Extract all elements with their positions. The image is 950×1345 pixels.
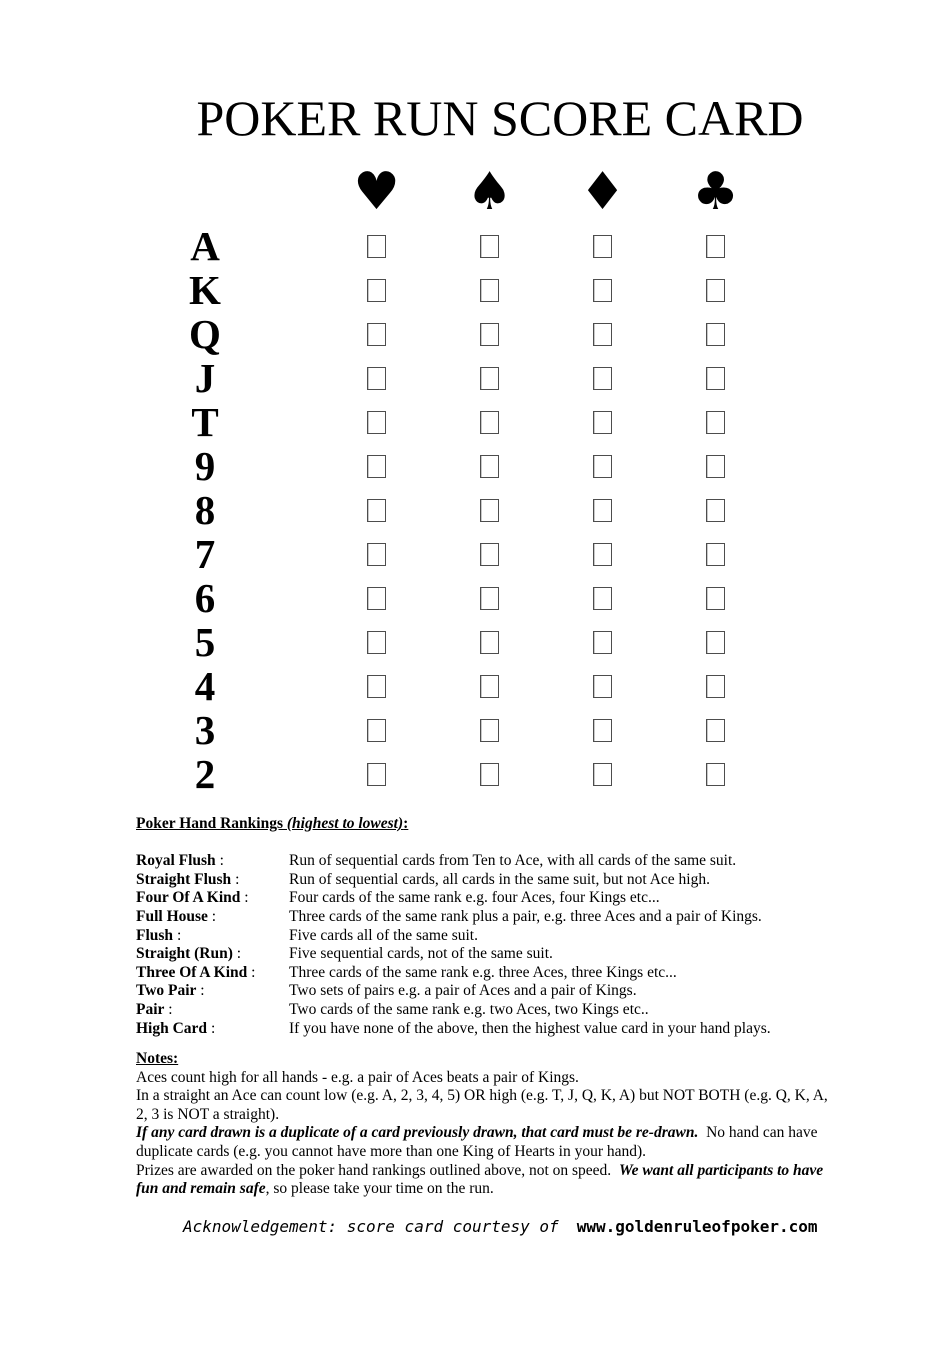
ranking-separator: : — [232, 945, 242, 963]
rankings-heading-main: Poker Hand Rankings — [136, 815, 284, 832]
rank-label-9: 9 — [194, 443, 216, 489]
ranking-description: Five sequential cards, not of the same suit. — [289, 945, 553, 963]
checkbox-2-hearts[interactable] — [367, 763, 386, 786]
note-line — [136, 1124, 896, 1143]
grid-cell — [659, 400, 772, 444]
grid-cell — [659, 532, 772, 576]
ranking-description: Four cards of the same rank e.g. four Aces, four Kings etc... — [289, 889, 660, 907]
grid-spacer — [262, 576, 320, 620]
grid-cell — [320, 532, 433, 576]
checkbox-4-clubs[interactable] — [706, 675, 725, 698]
ranking-separator: : — [231, 870, 240, 888]
ranking-row — [136, 1001, 866, 1020]
checkbox-8-hearts[interactable] — [367, 499, 386, 522]
checkbox-Q-diamonds[interactable] — [593, 323, 612, 346]
grid-cell — [659, 576, 772, 620]
ranking-description: Run of sequential cards from Ten to Ace, with all cards of the same suit. — [289, 852, 737, 870]
note-line — [136, 1180, 896, 1199]
grid-cell — [546, 664, 659, 708]
grid-cell — [320, 488, 433, 532]
grid-cell — [546, 400, 659, 444]
checkbox-J-hearts[interactable] — [367, 367, 386, 390]
suit-header-spades — [433, 160, 546, 224]
club-suit-icon: ♣ — [692, 162, 739, 222]
grid-cell — [433, 576, 546, 620]
checkbox-A-hearts[interactable] — [367, 235, 386, 258]
grid-spacer — [262, 620, 320, 664]
ranking-description: Three cards of the same rank e.g. three Aces, three Kings etc... — [289, 963, 677, 981]
rank-label-5: 5 — [194, 619, 216, 665]
grid-cell — [659, 708, 772, 752]
checkbox-Q-hearts[interactable] — [367, 323, 386, 346]
checkbox-J-diamonds[interactable] — [593, 367, 612, 390]
checkbox-6-spades[interactable] — [480, 587, 499, 610]
grid-cell — [433, 532, 546, 576]
ranking-name — [136, 945, 289, 964]
note-segment: If any card drawn is a duplicate of a card previously drawn, that card must be re-drawn. — [136, 1124, 699, 1142]
checkbox-5-hearts[interactable] — [367, 631, 386, 654]
rank-label-A: A — [190, 223, 220, 269]
grid-spacer — [262, 356, 320, 400]
checkbox-3-clubs[interactable] — [706, 719, 725, 742]
grid-cell — [659, 620, 772, 664]
rank-label-4: 4 — [194, 663, 216, 709]
grid-cell — [546, 752, 659, 796]
checkbox-7-spades[interactable] — [480, 543, 499, 566]
checkbox-9-diamonds[interactable] — [593, 455, 612, 478]
checkbox-7-clubs[interactable] — [706, 543, 725, 566]
checkbox-3-hearts[interactable] — [367, 719, 386, 742]
rank-label-6: 6 — [194, 575, 216, 621]
note-segment: Aces count high for all hands - e.g. a pair of Aces beats a pair of Kings. — [136, 1068, 579, 1086]
note-line — [136, 1106, 896, 1125]
ranking-name — [136, 908, 289, 927]
rankings-heading-emphasis: (highest to lowest) — [283, 815, 404, 832]
note-segment: , so please take your time on the run. — [265, 1180, 494, 1198]
ranking-separator: : — [207, 907, 217, 925]
ranking-description: Five cards all of the same suit. — [289, 926, 478, 944]
website-text: www.goldenruleofpoker.com — [576, 1217, 818, 1236]
grid-cell — [320, 576, 433, 620]
rankings-heading — [136, 815, 866, 834]
grid-cell — [659, 312, 772, 356]
suit-header-clubs — [659, 160, 772, 224]
checkbox-3-diamonds[interactable] — [593, 719, 612, 742]
rankings-section — [136, 815, 866, 1038]
grid-cell — [546, 268, 659, 312]
checkbox-T-hearts[interactable] — [367, 411, 386, 434]
ranking-name — [136, 852, 289, 871]
ranking-name-text: Two Pair — [136, 982, 197, 1000]
checkbox-A-clubs[interactable] — [706, 235, 725, 258]
rank-label-3: 3 — [194, 707, 216, 753]
checkbox-6-hearts[interactable] — [367, 587, 386, 610]
rank-label-Q: Q — [189, 311, 221, 357]
grid-cell — [546, 488, 659, 532]
ranking-row — [136, 871, 866, 890]
note-segment: 2, 3 is NOT a straight). — [136, 1105, 280, 1123]
diamond-suit-icon: ♦ — [579, 162, 626, 222]
ranking-name — [136, 1020, 289, 1039]
checkbox-6-clubs[interactable] — [706, 587, 725, 610]
page-title: POKER RUN SCORE CARD — [196, 90, 804, 146]
ranking-row — [136, 908, 866, 927]
checkbox-A-diamonds[interactable] — [593, 235, 612, 258]
grid-cell — [546, 356, 659, 400]
grid-cell — [433, 488, 546, 532]
ranking-name — [136, 964, 289, 983]
ranking-name-text: Four Of A Kind — [136, 889, 241, 907]
rank-label-K: K — [189, 267, 221, 313]
ranking-description: Three cards of the same rank plus a pair, e.g. three Aces and a pair of Kings. — [289, 907, 762, 925]
ranking-name-text: Flush — [136, 926, 174, 944]
ranking-name-text: Full House — [136, 907, 208, 925]
ranking-row — [136, 982, 866, 1001]
rank-label-8: 8 — [194, 487, 216, 533]
ranking-name-text: Straight Flush — [136, 870, 232, 888]
ranking-separator: : — [240, 889, 249, 907]
heart-suit-icon: ♥ — [353, 162, 400, 222]
ranking-description: If you have none of the above, then the highest value card in your hand plays. — [289, 1019, 771, 1037]
ranking-name-text: Pair — [136, 1000, 165, 1018]
grid-cell — [659, 268, 772, 312]
grid-cell — [546, 576, 659, 620]
grid-cell — [433, 312, 546, 356]
ranking-name-text: Straight (Run) — [136, 945, 233, 963]
ranking-name — [136, 982, 289, 1001]
note-line — [136, 1087, 896, 1106]
checkbox-3-spades[interactable] — [480, 719, 499, 742]
ranking-row — [136, 889, 866, 908]
grid-cell — [320, 620, 433, 664]
score-grid — [148, 160, 772, 796]
notes-section — [136, 1050, 896, 1199]
grid-cell — [433, 268, 546, 312]
grid-spacer — [262, 160, 320, 224]
note-segment: In a straight an Ace can count low (e.g. A, 2, 3, 4, 5) OR high (e.g. T, J, Q, K, A) but NOT BOTH (e.g. Q, K, A, — [136, 1087, 828, 1105]
grid-cell — [320, 708, 433, 752]
grid-cell — [546, 444, 659, 488]
grid-cell — [659, 444, 772, 488]
grid-spacer — [262, 400, 320, 444]
checkbox-4-hearts[interactable] — [367, 675, 386, 698]
note-segment: No hand can have — [698, 1124, 818, 1142]
ranking-separator: : — [215, 852, 224, 870]
grid-cell — [546, 620, 659, 664]
grid-cell — [659, 224, 772, 268]
grid-cell — [433, 708, 546, 752]
note-segment: duplicate cards (e.g. you cannot have more than one King of Hearts in your hand). — [136, 1142, 647, 1160]
grid-spacer — [262, 708, 320, 752]
ranking-name-text: Three Of A Kind — [136, 963, 248, 981]
checkbox-7-hearts[interactable] — [367, 543, 386, 566]
grid-cell — [546, 532, 659, 576]
note-line — [136, 1143, 896, 1162]
grid-cell — [320, 752, 433, 796]
grid-spacer — [262, 532, 320, 576]
checkbox-2-diamonds[interactable] — [593, 763, 612, 786]
checkbox-K-spades[interactable] — [480, 279, 499, 302]
grid-cell — [433, 664, 546, 708]
grid-cell — [433, 752, 546, 796]
suit-header-hearts — [320, 160, 433, 224]
note-segment: Prizes are awarded on the poker hand rankings outlined above, not on speed. — [136, 1161, 619, 1179]
grid-spacer — [262, 488, 320, 532]
grid-cell — [546, 224, 659, 268]
note-line — [136, 1069, 896, 1088]
ranking-name — [136, 927, 289, 946]
checkbox-T-diamonds[interactable] — [593, 411, 612, 434]
grid-cell — [433, 620, 546, 664]
grid-cell — [320, 444, 433, 488]
rank-label-7: 7 — [194, 531, 216, 577]
note-line — [136, 1162, 896, 1181]
rank-label-2: 2 — [194, 751, 216, 797]
checkbox-9-clubs[interactable] — [706, 455, 725, 478]
rankings-heading-suffix: : — [403, 815, 409, 832]
grid-spacer — [262, 312, 320, 356]
ranking-description: Run of sequential cards, all cards in the same suit, but not Ace high. — [289, 870, 710, 888]
checkbox-5-spades[interactable] — [480, 631, 499, 654]
ranking-separator: : — [247, 963, 256, 981]
checkbox-6-diamonds[interactable] — [593, 587, 612, 610]
grid-corner — [148, 160, 262, 224]
grid-spacer — [262, 752, 320, 796]
ranking-separator: : — [207, 1019, 216, 1037]
checkbox-K-diamonds[interactable] — [593, 279, 612, 302]
checkbox-8-diamonds[interactable] — [593, 499, 612, 522]
checkbox-T-clubs[interactable] — [706, 411, 725, 434]
grid-cell — [433, 444, 546, 488]
grid-spacer — [262, 268, 320, 312]
grid-cell — [433, 356, 546, 400]
rank-label-T: T — [191, 399, 219, 445]
ranking-name-text: High Card — [136, 1019, 208, 1037]
acknowledgement-text: Acknowledgement: score card courtesy of — [183, 1217, 559, 1236]
ranking-description: Two cards of the same rank e.g. two Aces, two Kings etc.. — [289, 1000, 649, 1018]
grid-cell — [320, 664, 433, 708]
ranking-row — [136, 852, 866, 871]
grid-spacer — [262, 224, 320, 268]
checkbox-K-hearts[interactable] — [367, 279, 386, 302]
grid-cell — [546, 708, 659, 752]
grid-spacer — [262, 444, 320, 488]
ranking-separator: : — [196, 982, 205, 1000]
spade-suit-icon: ♠ — [466, 162, 513, 222]
checkbox-J-clubs[interactable] — [706, 367, 725, 390]
checkbox-T-spades[interactable] — [480, 411, 499, 434]
grid-cell — [433, 400, 546, 444]
checkbox-4-spades[interactable] — [480, 675, 499, 698]
footer — [183, 1217, 818, 1237]
ranking-name-text: Royal Flush — [136, 852, 216, 870]
grid-cell — [659, 752, 772, 796]
grid-cell — [320, 312, 433, 356]
notes-lines — [136, 1069, 896, 1199]
grid-cell — [659, 488, 772, 532]
checkbox-A-spades[interactable] — [480, 235, 499, 258]
checkbox-5-diamonds[interactable] — [593, 631, 612, 654]
grid-cell — [659, 664, 772, 708]
ranking-row — [136, 964, 866, 983]
grid-cell — [433, 224, 546, 268]
ranking-separator: : — [173, 926, 182, 944]
ranking-name — [136, 889, 289, 908]
rankings-list — [136, 852, 866, 1038]
note-segment: fun and remain safe — [136, 1180, 266, 1198]
checkbox-2-clubs[interactable] — [706, 763, 725, 786]
ranking-separator: : — [164, 1000, 173, 1018]
checkbox-2-spades[interactable] — [480, 763, 499, 786]
grid-cell — [320, 400, 433, 444]
checkbox-K-clubs[interactable] — [706, 279, 725, 302]
grid-cell — [546, 312, 659, 356]
checkbox-4-diamonds[interactable] — [593, 675, 612, 698]
checkbox-8-clubs[interactable] — [706, 499, 725, 522]
ranking-row — [136, 1020, 866, 1039]
grid-cell — [320, 268, 433, 312]
ranking-name — [136, 871, 289, 890]
checkbox-9-hearts[interactable] — [367, 455, 386, 478]
suit-header-diamonds — [546, 160, 659, 224]
checkbox-5-clubs[interactable] — [706, 631, 725, 654]
grid-cell — [659, 356, 772, 400]
note-segment: We want all participants to have — [618, 1161, 824, 1179]
notes-heading: Notes: — [136, 1050, 179, 1067]
ranking-row — [136, 945, 866, 964]
grid-spacer — [262, 664, 320, 708]
checkbox-9-spades[interactable] — [480, 455, 499, 478]
checkbox-Q-clubs[interactable] — [706, 323, 725, 346]
grid-cell — [320, 224, 433, 268]
rank-label-J: J — [194, 355, 216, 401]
ranking-row — [136, 927, 866, 946]
checkbox-J-spades[interactable] — [480, 367, 499, 390]
ranking-name — [136, 1001, 289, 1020]
checkbox-8-spades[interactable] — [480, 499, 499, 522]
grid-cell — [320, 356, 433, 400]
checkbox-Q-spades[interactable] — [480, 323, 499, 346]
checkbox-7-diamonds[interactable] — [593, 543, 612, 566]
ranking-description: Two sets of pairs e.g. a pair of Aces and a pair of Kings. — [289, 982, 637, 1000]
